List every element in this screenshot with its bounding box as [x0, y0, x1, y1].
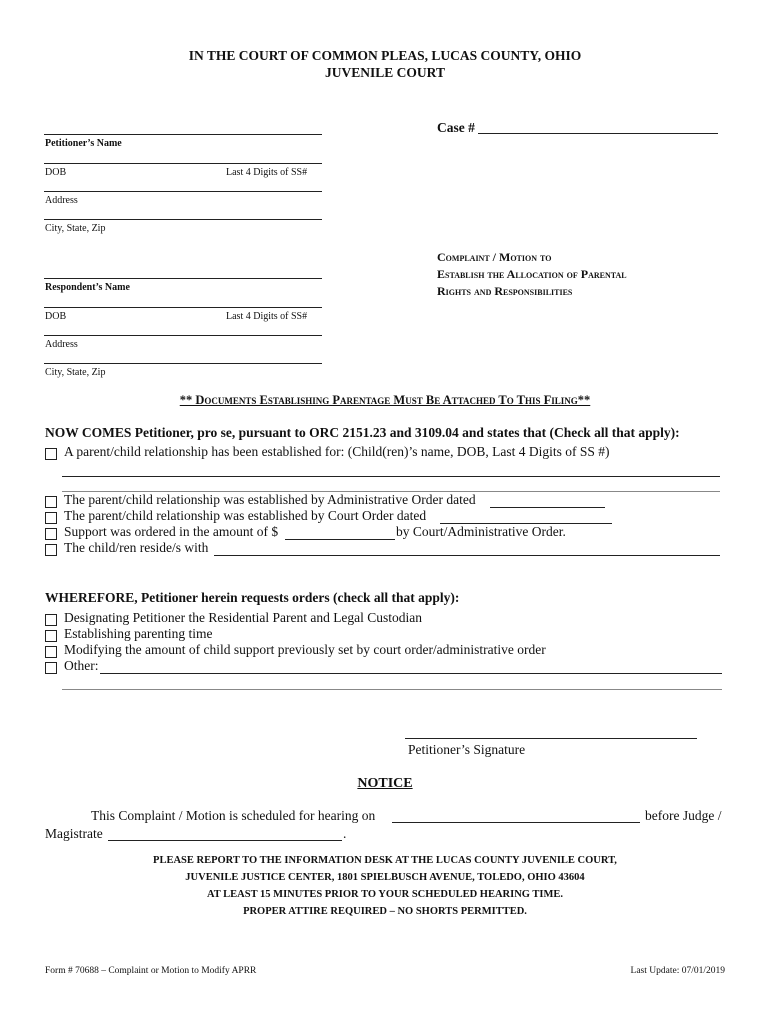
- respondent-address-field[interactable]: [44, 335, 322, 336]
- respondent-dob-label: DOB: [45, 311, 67, 322]
- now-comes-heading: NOW COMES Petitioner, pro se, pursuant to ORC 2151.23 and 3109.04 and states that (Check all that apply):: [45, 425, 680, 440]
- checkbox-residential-parent[interactable]: [45, 614, 57, 626]
- document-title: [437, 249, 627, 300]
- magistrate-field[interactable]: [108, 840, 342, 841]
- report-line-3: AT LEAST 15 MINUTES PRIOR TO YOUR SCHEDULED HEARING TIME.: [206, 889, 564, 900]
- checkbox-parenting-time[interactable]: [45, 630, 57, 642]
- petitioner-city-label: City, State, Zip: [45, 223, 106, 234]
- last-update: Last Update: 07/01/2019: [630, 966, 725, 976]
- item-modify-support: Modifying the amount of child support previously set by court order/administrative order: [64, 642, 546, 657]
- petitioner-city-field[interactable]: [44, 219, 322, 220]
- checkbox-children-reside[interactable]: [45, 544, 57, 556]
- respondent-city-field[interactable]: [44, 363, 322, 364]
- petitioner-address-label: Address: [45, 195, 78, 206]
- magistrate-text: Magistrate: [45, 826, 103, 841]
- item-parenting-time: Establishing parenting time: [64, 626, 213, 641]
- respondent-name-field[interactable]: [44, 278, 322, 279]
- item-support-ordered: Support was ordered in the amount of $: [64, 524, 279, 539]
- item-admin-order: The parent/child relationship was established by Administrative Order dated: [64, 492, 476, 507]
- other-field-line-2[interactable]: [62, 689, 722, 690]
- item-other: Other:: [64, 658, 99, 673]
- respondent-address-label: Address: [45, 339, 78, 350]
- title-line-1: Complaint / Motion to: [437, 250, 552, 264]
- item-residential-parent: Designating Petitioner the Residential Parent and Legal Custodian: [64, 610, 423, 625]
- notice-heading: NOTICE: [357, 776, 413, 791]
- wherefore-heading: WHEREFORE, Petitioner herein requests orders (check all that apply):: [45, 590, 460, 605]
- checkbox-court-order[interactable]: [45, 512, 57, 524]
- item-court-order: The parent/child relationship was established by Court Order dated: [64, 508, 427, 523]
- judge-text: before Judge /: [645, 808, 722, 823]
- item-relationship-established: A parent/child relationship has been established for: (Child(ren)’s name, DOB, Last 4 Digits of SS #): [64, 444, 610, 459]
- children-reside-field[interactable]: [214, 555, 720, 556]
- petitioner-ssn-label: Last 4 Digits of SS#: [226, 167, 308, 178]
- checkbox-support-ordered[interactable]: [45, 528, 57, 540]
- case-number-label: Case #: [437, 120, 475, 135]
- respondent-ssn-label: Last 4 Digits of SS#: [226, 311, 308, 322]
- petitioner-signature-label: Petitioner’s Signature: [408, 742, 526, 757]
- report-line-4: PROPER ATTIRE REQUIRED – NO SHORTS PERMITTED.: [243, 906, 527, 917]
- report-line-2: JUVENILE JUSTICE CENTER, 1801 SPIELBUSCH AVENUE, TOLEDO, OHIO 43604: [185, 872, 585, 883]
- hearing-text: This Complaint / Motion is scheduled for hearing on: [91, 808, 376, 823]
- title-line-3: Rights and Responsibilities: [437, 284, 573, 298]
- support-amount-field[interactable]: [285, 539, 395, 540]
- case-number-field[interactable]: [478, 133, 718, 134]
- petitioner-address-field[interactable]: [44, 191, 322, 192]
- division-heading: JUVENILE COURT: [325, 65, 445, 80]
- form-number: Form # 70688 – Complaint or Motion to Modify APRR: [45, 966, 257, 976]
- checkbox-modify-support[interactable]: [45, 646, 57, 658]
- checkbox-admin-order[interactable]: [45, 496, 57, 508]
- admin-order-date-field[interactable]: [490, 507, 605, 508]
- court-heading: IN THE COURT OF COMMON PLEAS, LUCAS COUNTY, OHIO: [188, 48, 582, 63]
- petitioner-name-field[interactable]: [44, 134, 322, 135]
- other-field[interactable]: [100, 673, 722, 674]
- children-info-line-1[interactable]: [62, 476, 720, 477]
- support-suffix: by Court/Administrative Order.: [396, 524, 566, 539]
- petitioner-dob-label: DOB: [45, 167, 67, 178]
- petitioner-signature-field[interactable]: [405, 738, 697, 739]
- hearing-date-field[interactable]: [392, 822, 640, 823]
- respondent-city-label: City, State, Zip: [45, 367, 106, 378]
- checkbox-relationship-established[interactable]: [45, 448, 57, 460]
- petitioner-dob-ssn-field[interactable]: [44, 163, 322, 164]
- documents-notice: ** Documents Establishing Parentage Must Be Attached To This Filing**: [179, 393, 591, 407]
- checkbox-other[interactable]: [45, 662, 57, 674]
- petitioner-name-label: Petitioner’s Name: [45, 138, 122, 149]
- item-children-reside: The child/ren reside/s with: [64, 540, 209, 555]
- title-line-2: Establish the Allocation of Parental: [437, 267, 627, 281]
- respondent-name-label: Respondent’s Name: [45, 282, 130, 293]
- report-line-1: PLEASE REPORT TO THE INFORMATION DESK AT THE LUCAS COUNTY JUVENILE COURT,: [153, 855, 617, 866]
- magistrate-period: .: [343, 826, 347, 841]
- respondent-dob-ssn-field[interactable]: [44, 307, 322, 308]
